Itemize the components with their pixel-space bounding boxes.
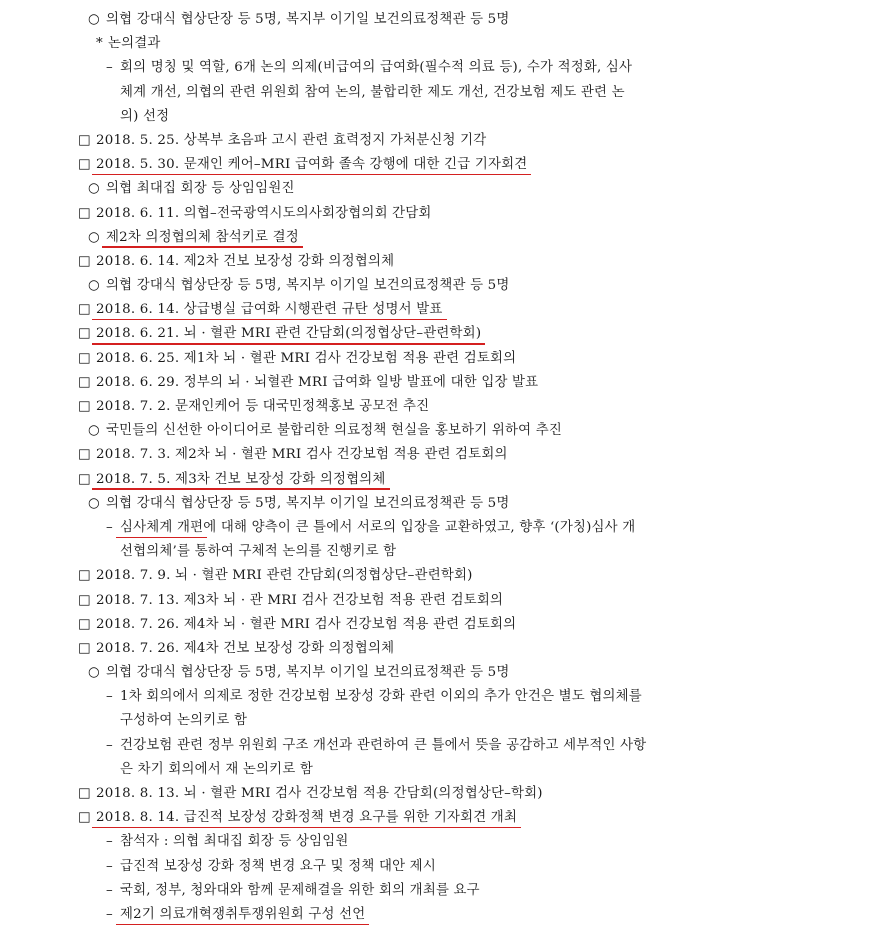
sub-item-line — [0, 661, 889, 685]
sub-item-line — [0, 492, 889, 516]
underlined-text: 2018. 7. 5. 제3차 건보 보장성 강화 의정협의체 — [96, 468, 386, 492]
bullet-marker: – — [106, 906, 113, 922]
line-text: 회의 명칭 및 역할, 6개 논의 의제(비급여의 급여화(필수적 의료 등), 수가 적정화, 심사 — [120, 60, 633, 76]
continuation-line — [0, 758, 889, 782]
bullet-marker: □ — [78, 205, 91, 221]
bullet-marker: – — [106, 737, 113, 753]
continuation-line — [0, 540, 889, 564]
bullet-marker: – — [106, 858, 113, 874]
sub-item-line — [0, 903, 889, 927]
entry-line — [0, 202, 889, 226]
line-text: 의협 최대집 회장 등 상임임원진 — [106, 181, 295, 197]
bullet-marker: □ — [78, 374, 91, 390]
bullet-marker: – — [106, 689, 113, 705]
continuation-line — [0, 709, 889, 733]
continuation-line — [0, 81, 889, 105]
bullet-marker: □ — [78, 132, 91, 148]
bullet-marker: □ — [78, 786, 91, 801]
line-text: 2018. 7. 26. 제4차 건보 보장성 강화 의정협의체 — [96, 640, 395, 656]
bullet-marker: □ — [78, 447, 91, 463]
bullet-marker: □ — [78, 399, 91, 414]
sub-item-line — [0, 734, 889, 758]
line-text: 2018. 6. 29. 정부의 뇌 · 뇌혈관 MRI 급여화 일방 발표에 대한 입장 발표 — [96, 374, 539, 390]
line-text: 2018. 6. 11. 의협–전국광역시도의사회장협의회 간담회 — [96, 205, 432, 221]
underlined-text: 심사체계 개편 — [120, 516, 203, 540]
line-text: 의협 강대식 협상단장 등 5명, 복지부 이기일 보건의료정책관 등 5명 — [106, 278, 510, 294]
underlined-text: 2018. 8. 14. 급진적 보장성 강화정책 변경 요구를 위한 기자회견 개최 — [96, 806, 517, 830]
bullet-marker: – — [106, 519, 113, 535]
line-text: 논의결과 — [108, 36, 161, 52]
underlined-text: 2018. 6. 14. 상급병실 급여화 시행관련 규탄 성명서 발표 — [96, 298, 443, 322]
bullet-marker: □ — [78, 302, 91, 318]
entry-line — [0, 637, 889, 661]
bullet-marker: □ — [78, 568, 91, 584]
bullet-marker: – — [106, 834, 113, 850]
entry-line — [0, 782, 889, 806]
underlined-text: 제2차 의정협의체 참석키로 결정 — [106, 226, 299, 250]
bullet-marker: – — [106, 60, 113, 76]
sub-item-line — [0, 855, 889, 879]
bullet-marker: ○ — [88, 278, 100, 294]
line-text: 심사체계 개편에 대해 양측이 큰 틀에서 서로의 입장을 교환하였고, 향후 ‘(가칭)심사 개 — [120, 520, 635, 535]
entry-line — [0, 371, 889, 395]
underlined-text: 2018. 6. 21. 뇌 · 혈관 MRI 관련 간담회(의정협상단–관련학회) — [96, 322, 481, 346]
line-text: 2018. 7. 26. 제4차 뇌 · 혈관 MRI 검사 건강보험 적용 관련 검토회의 — [96, 616, 517, 632]
underlined-text: 제2기 의료개혁쟁취투쟁위원회 구성 선언 — [120, 903, 365, 927]
bullet-marker: □ — [78, 592, 91, 608]
line-text: 의) 선정 — [120, 108, 170, 124]
bullet-marker: □ — [78, 616, 91, 632]
sub-item-line — [0, 177, 889, 201]
sub-item-line — [0, 879, 889, 903]
bullet-marker: □ — [78, 253, 91, 269]
bullet-marker: * — [96, 36, 103, 52]
line-text: 2018. 7. 13. 제3차 뇌 · 관 MRI 검사 건강보험 적용 관련 검토회의 — [96, 592, 504, 608]
bullet-marker: ○ — [88, 181, 100, 197]
bullet-marker: ○ — [88, 665, 100, 681]
entry-line — [0, 589, 889, 613]
line-text: 2018. 6. 14. 제2차 건보 보장성 강화 의정협의체 — [96, 253, 395, 269]
bullet-marker: ○ — [88, 423, 100, 439]
entry-line — [0, 395, 889, 419]
sub-item-line — [0, 32, 889, 56]
continuation-line — [0, 105, 889, 129]
line-text: 선협의체’를 통하여 구체적 논의를 진행키로 함 — [120, 544, 397, 560]
sub-item-line — [0, 274, 889, 298]
line-text: 구성하여 논의키로 함 — [120, 713, 248, 729]
line-text: 의협 강대식 협상단장 등 5명, 복지부 이기일 보건의료정책관 등 5명 — [106, 495, 510, 511]
sub-item-line — [0, 516, 889, 540]
bullet-marker: – — [106, 882, 113, 898]
document-body — [0, 8, 889, 927]
entry-line — [0, 250, 889, 274]
bullet-marker: □ — [78, 471, 91, 487]
entry-line — [0, 613, 889, 637]
line-text: 2018. 7. 9. 뇌 · 혈관 MRI 관련 간담회(의정협상단–관련학회) — [96, 568, 473, 584]
bullet-marker: □ — [78, 810, 91, 826]
sub-item-line — [0, 830, 889, 854]
bullet-marker: ○ — [88, 12, 100, 27]
entry-line — [0, 298, 889, 322]
entry-line — [0, 468, 889, 492]
entry-line — [0, 153, 889, 177]
line-text: 국회, 정부, 청와대와 함께 문제해결을 위한 회의 개최를 요구 — [120, 882, 480, 898]
line-text: 2018. 7. 3. 제2차 뇌 · 혈관 MRI 검사 건강보험 적용 관련 검토회의 — [96, 447, 508, 463]
line-text: 2018. 7. 2. 문재인케어 등 대국민정책홍보 공모전 추진 — [96, 399, 430, 414]
line-text: 1차 회의에서 의제로 정한 건강보험 보장성 강화 관련 이외의 추가 안건은 별도 협의체를 — [120, 689, 642, 705]
bullet-marker: □ — [78, 326, 91, 342]
bullet-marker: □ — [78, 640, 91, 656]
sub-item-line — [0, 8, 889, 32]
line-text: 의협 강대식 협상단장 등 5명, 복지부 이기일 보건의료정책관 등 5명 — [106, 12, 510, 27]
line-text: 국민들의 신선한 아이디어로 불합리한 의료정책 현실을 홍보하기 위하여 추진 — [106, 423, 562, 439]
entry-line — [0, 322, 889, 346]
bullet-marker: ○ — [88, 229, 100, 245]
sub-item-line — [0, 226, 889, 250]
line-text: 2018. 8. 13. 뇌 · 혈관 MRI 검사 건강보험 적용 간담회(의정협상단–학회) — [96, 786, 543, 801]
entry-line — [0, 443, 889, 467]
entry-line — [0, 129, 889, 153]
entry-line — [0, 806, 889, 830]
bullet-marker: □ — [78, 350, 91, 366]
sub-item-line — [0, 56, 889, 80]
entry-line — [0, 347, 889, 371]
line-text: 2018. 5. 25. 상복부 초음파 고시 관련 효력정지 가처분신청 기각 — [96, 132, 487, 148]
line-text: 은 차기 회의에서 재 논의키로 함 — [120, 761, 314, 777]
sub-item-line — [0, 685, 889, 709]
entry-line — [0, 564, 889, 588]
line-text: 급진적 보장성 강화 정책 변경 요구 및 정책 대안 제시 — [120, 858, 436, 874]
line-text: 체계 개선, 의협의 관련 위원회 참여 논의, 불합리한 제도 개선, 건강보험 제도 관련 논 — [120, 84, 625, 100]
line-text: 참석자 : 의협 최대집 회장 등 상임임원 — [120, 834, 349, 850]
line-text: 의협 강대식 협상단장 등 5명, 복지부 이기일 보건의료정책관 등 5명 — [106, 665, 510, 681]
underlined-text: 2018. 5. 30. 문재인 케어–MRI 급여화 졸속 강행에 대한 긴급 기자회견 — [96, 153, 527, 177]
line-text: 2018. 6. 25. 제1차 뇌 · 혈관 MRI 검사 건강보험 적용 관련 검토회의 — [96, 350, 517, 366]
bullet-marker: □ — [78, 157, 91, 173]
line-text: 건강보험 관련 정부 위원회 구조 개선과 관련하여 큰 틀에서 뜻을 공감하고 세부적인 사항 — [120, 737, 647, 753]
sub-item-line — [0, 419, 889, 443]
bullet-marker: ○ — [88, 495, 100, 511]
